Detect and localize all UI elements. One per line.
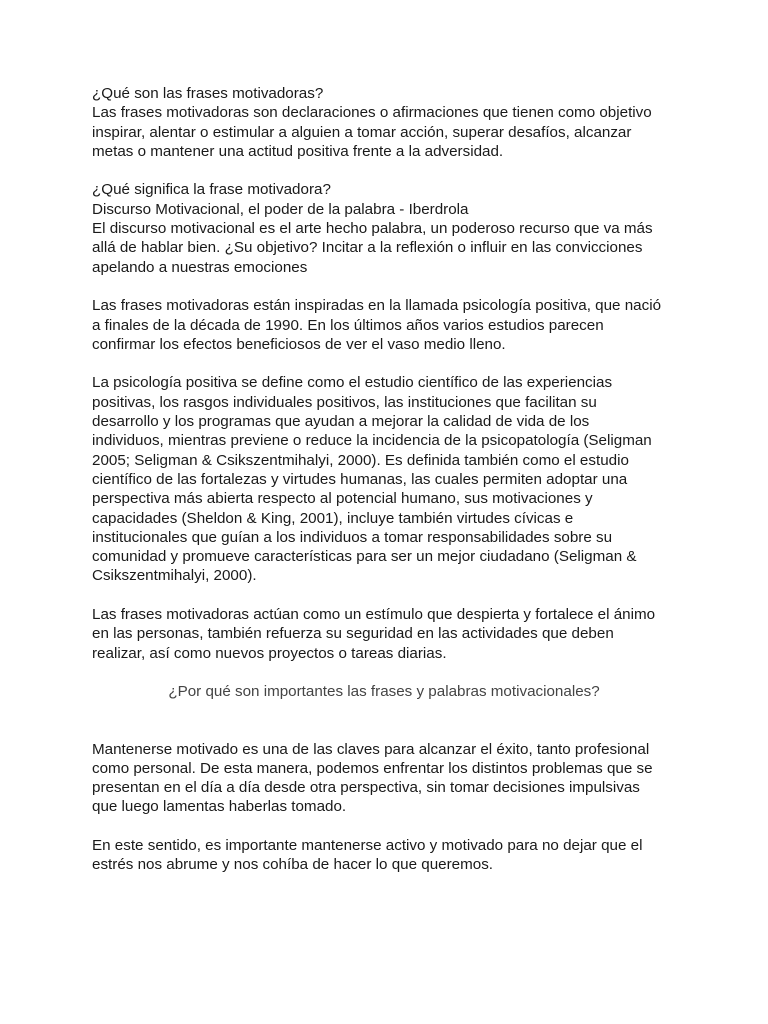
text-line: positivas, los rasgos individuales positivos, las instituciones que facilitan su — [92, 393, 597, 411]
text-line: en las personas, también refuerza su seguridad en las actividades que deben — [92, 625, 614, 643]
text-line: comunidad y promueve características para ser un mejor ciudadano (Seligman & — [92, 548, 637, 566]
text-line: realizar, así como nuevos proyectos o tareas diarias. — [92, 644, 447, 662]
text-line: confirmar los efectos beneficiosos de ver el vaso medio lleno. — [92, 335, 506, 353]
text-line: individuos, mientras previene o reduce la incidencia de la psicopatología (Seligman — [92, 432, 652, 450]
text-line: que luego lamentas haberlas tomado. — [92, 798, 347, 816]
text-line: En este sentido, es importante mantenerse activo y motivado para no dejar que el — [92, 836, 643, 854]
document-body-continued — [92, 740, 698, 875]
text-line: Csikszentmihalyi, 2000). — [92, 567, 257, 585]
text-line: apelando a nuestras emociones — [92, 258, 308, 276]
paragraph — [92, 296, 698, 354]
document-body — [92, 84, 698, 663]
text-line: 2005; Seligman & Csikszentmihalyi, 2000). Es definida también como el estudio — [92, 451, 629, 469]
section-heading: ¿Por qué son importantes las frases y palabras motivacionales? — [168, 683, 600, 701]
text-line: institucionales que guían a los individuos a tomar responsabilidades sobre su — [92, 528, 613, 546]
text-line: capacidades (Sheldon & King, 2001), incluye también virtudes cívicas e — [92, 509, 574, 527]
text-line: presentan en el día a día desde otra perspectiva, sin tomar decisiones impulsivas — [92, 779, 640, 797]
text-line: El discurso motivacional es el arte hecho palabra, un poderoso recurso que va más — [92, 220, 653, 238]
text-line: a finales de la década de 1990. En los últimos años varios estudios parecen — [92, 316, 604, 334]
text-line: metas o mantener una actitud positiva frente a la adversidad. — [92, 142, 504, 160]
paragraph — [92, 180, 698, 276]
text-line: como personal. De esta manera, podemos enfrentar los distintos problemas que se — [92, 759, 653, 777]
text-line: desarrollo y los programas que ayudan a mejorar la calidad de vida de los — [92, 413, 590, 431]
paragraph — [92, 740, 698, 817]
text-line: Las frases motivadoras están inspiradas en la llamada psicología positiva, que nació — [92, 297, 662, 315]
text-line: estrés nos abrume y nos cohíba de hacer lo que queremos. — [92, 856, 494, 874]
text-line: perspectiva más abierta respecto al potencial humano, sus motivaciones y — [92, 490, 593, 508]
text-line: ¿Qué significa la frase motivadora? — [92, 181, 331, 199]
text-line: Discurso Motivacional, el poder de la palabra - Iberdrola — [92, 200, 469, 218]
text-line: científico de las fortalezas y virtudes humanas, las cuales permiten adoptar una — [92, 470, 628, 488]
paragraph — [92, 605, 698, 663]
text-line: ¿Qué son las frases motivadoras? — [92, 85, 324, 102]
text-line: allá de hablar bien. ¿Su objetivo? Incitar a la reflexión o influir en las convicciones — [92, 239, 643, 257]
text-line: Las frases motivadoras son declaraciones o afirmaciones que tienen como objetivo — [92, 104, 652, 122]
paragraph — [92, 373, 698, 585]
text-line: inspirar, alentar o estimular a alguien a tomar acción, superar desafíos, alcanzar — [92, 123, 632, 141]
paragraph — [92, 84, 698, 161]
text-line: Las frases motivadoras actúan como un estímulo que despierta y fortalece el ánimo — [92, 606, 656, 624]
text-line: La psicología positiva se define como el estudio científico de las experiencias — [92, 374, 613, 392]
paragraph — [92, 836, 698, 875]
text-line: Mantenerse motivado es una de las claves para alcanzar el éxito, tanto profesional — [92, 740, 650, 758]
